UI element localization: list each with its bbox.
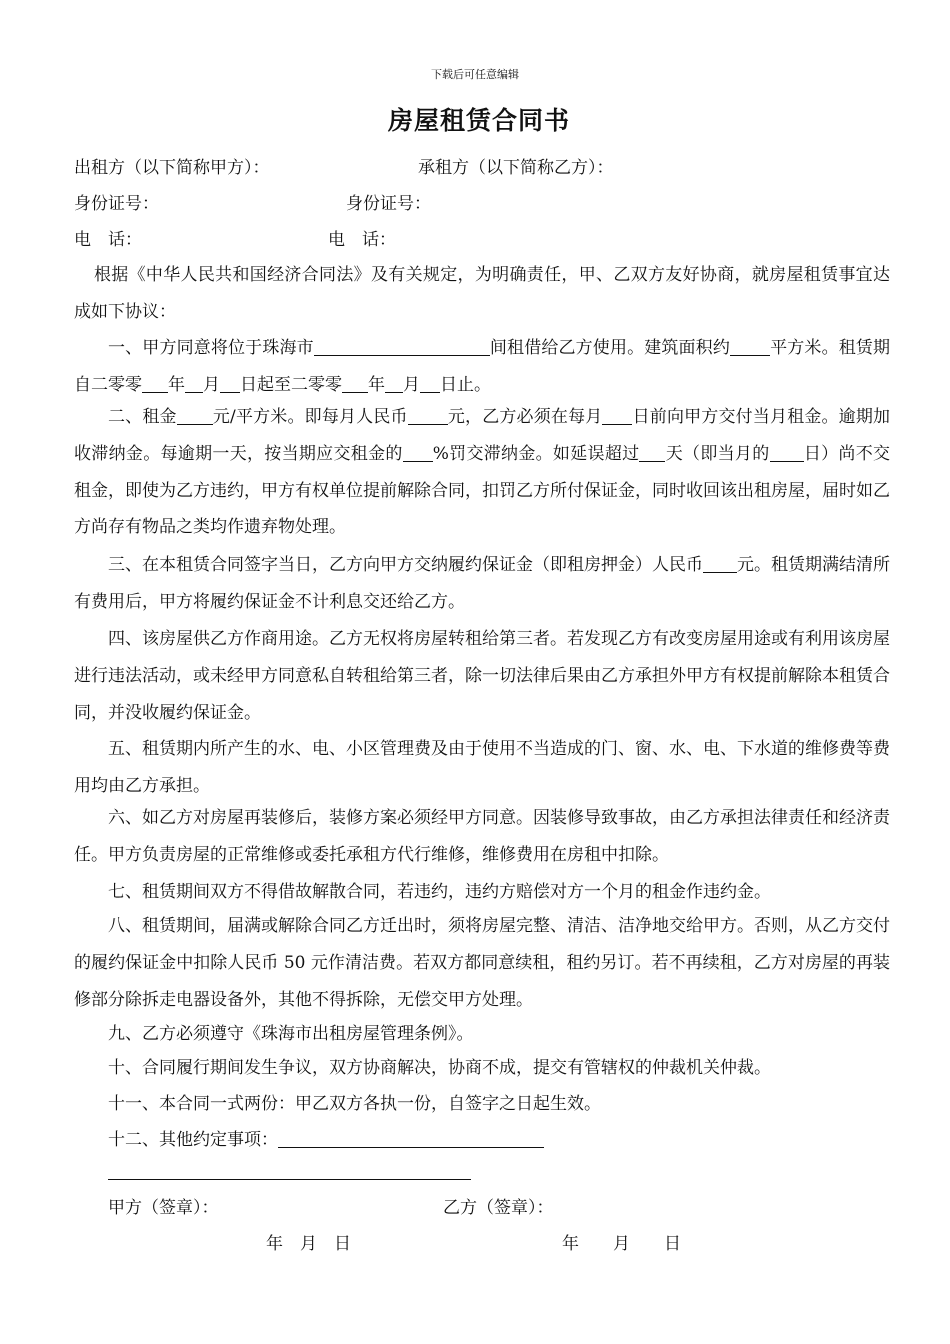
intro-paragraph bbox=[74, 257, 890, 331]
lessee-id-label: 身份证号： bbox=[346, 194, 431, 214]
clause-1-text: 年 bbox=[368, 374, 385, 395]
clause-2-text: 二、租金 bbox=[108, 407, 177, 427]
clause-11 bbox=[74, 1086, 890, 1123]
clause-2-text: 日）尚不交租金，即使为乙方违约，甲方有权单位提前解除合同，扣罚乙方所付保证金，同时收回该出租房屋，届时如乙方尚存有物品之类均作遗弃物处理。 bbox=[74, 443, 891, 538]
clause-10 bbox=[74, 1050, 890, 1087]
party-b-signature-label: 乙方（签章）： bbox=[443, 1198, 554, 1218]
clause-11-text: 十一、本合同一式两份：甲乙双方各执一份，自签字之日起生效。 bbox=[108, 1094, 601, 1114]
document-title: 房屋租赁合同书 bbox=[387, 106, 570, 135]
clause-7 bbox=[74, 874, 890, 911]
party-a-signature-label: 甲方（签章）： bbox=[108, 1198, 219, 1218]
party-b-date: 年 月 日 bbox=[562, 1234, 681, 1254]
clause-2-text: %罚交滞纳金。如延误超过 bbox=[432, 443, 640, 464]
end-year-blank bbox=[342, 375, 368, 393]
start-day-blank bbox=[220, 375, 240, 393]
start-year-blank bbox=[142, 375, 168, 393]
clause-6 bbox=[74, 800, 890, 874]
clause-2-text: 日前向甲方交付当月租金。逾期加收滞纳金。每逾期一天，按当期应交租金的 bbox=[74, 407, 891, 464]
clause-1-text: 月 bbox=[203, 374, 220, 395]
late-fee-percent-blank bbox=[403, 444, 433, 462]
clause-4-text: 四、该房屋供乙方作商用途。乙方无权将房屋转租给第三者。若发现乙方有改变房屋用途或有利用该房屋进行违法活动，或未经甲方同意私自转租给第三者，除一切法律后果由乙方承担外甲方有权提前解除本租赁合同，并没收履约保证金。 bbox=[74, 629, 890, 723]
lessee-phone-label: 电 话： bbox=[328, 230, 396, 250]
area-blank bbox=[730, 338, 770, 356]
location-blank bbox=[314, 338, 490, 356]
overdue-date-blank bbox=[770, 444, 804, 462]
clause-7-text: 七、租赁期间双方不得借故解散合同，若违约，违约方赔偿对方一个月的租金作违约金。 bbox=[108, 882, 771, 902]
clause-4 bbox=[74, 621, 890, 731]
clause-1-text: 年 bbox=[168, 374, 185, 395]
clause-5-text: 五、租赁期内所产生的水、电、小区管理费及由于使用不当造成的门、窗、水、电、下水道的维修费等费用均由乙方承担。 bbox=[74, 739, 890, 796]
clause-1-text: 日起至二零零 bbox=[240, 374, 342, 395]
clause-2-text: 天（即当月的 bbox=[665, 443, 770, 464]
clause-2-text: 元/平方米。即每月人民币 bbox=[212, 407, 408, 427]
clause-10-text: 十、合同履行期间发生争议，双方协商解决，协商不成，提交有管辖权的仲裁机关仲裁。 bbox=[108, 1058, 771, 1078]
clause-2-text: 元，乙方必须在每月 bbox=[447, 407, 603, 427]
clause-9 bbox=[74, 1016, 890, 1053]
clause-3 bbox=[74, 547, 890, 621]
lessee-label: 承租方（以下简称乙方）： bbox=[418, 158, 614, 178]
clause-5 bbox=[74, 731, 890, 805]
party-a-date: 年 月 日 bbox=[266, 1234, 351, 1254]
clause-1-text: 月 bbox=[403, 374, 420, 395]
lessor-id-label: 身份证号： bbox=[74, 194, 159, 214]
clause-12 bbox=[74, 1122, 890, 1159]
clause-8 bbox=[74, 908, 890, 1018]
other-terms-blank bbox=[278, 1130, 544, 1148]
end-month-blank bbox=[385, 375, 403, 393]
intro-text: 根据《中华人民共和国经济合同法》及有关规定，为明确责任，甲、乙双方友好协商，就房屋租赁事宜达成如下协议： bbox=[74, 265, 890, 322]
monthly-rent-blank bbox=[408, 407, 448, 425]
clause-1 bbox=[74, 330, 890, 404]
other-terms-continuation-line bbox=[108, 1179, 471, 1180]
header-note: 下载后可任意编辑 bbox=[431, 68, 519, 81]
end-day-blank bbox=[420, 375, 440, 393]
clause-3-text: 元。租赁期满结清所有费用后，甲方将履约保证金不计利息交还给乙方。 bbox=[74, 555, 890, 612]
start-month-blank bbox=[185, 375, 203, 393]
clause-1-text: 平方米。租赁期自二零零 bbox=[74, 338, 891, 395]
overdue-days-blank bbox=[639, 444, 665, 462]
clause-8-text: 八、租赁期间，届满或解除合同乙方迁出时，须将房屋完整、清洁、洁净地交给甲方。否则，从乙方交付的履约保证金中扣除人民币 50 元作清洁费。若双方都同意续租，租约另订。若不再续租，乙方对房屋的再装修部分除拆走电器设备外，其他不得拆除，无偿交甲方处理。 bbox=[74, 916, 890, 1010]
deposit-blank bbox=[703, 555, 737, 573]
clause-2 bbox=[74, 399, 890, 546]
clause-1-text: 日止。 bbox=[440, 374, 491, 395]
payment-day-blank bbox=[602, 407, 632, 425]
clause-6-text: 六、如乙方对房屋再装修后，装修方案必须经甲方同意。因装修导致事故，由乙方承担法律责任和经济责任。甲方负责房屋的正常维修或委托承租方代行维修，维修费用在房租中扣除。 bbox=[74, 808, 890, 865]
clause-12-text: 十二、其他约定事项： bbox=[108, 1130, 278, 1150]
lessor-label: 出租方（以下简称甲方）： bbox=[74, 158, 270, 178]
lessor-phone-label: 电 话： bbox=[74, 230, 142, 250]
clause-1-text: 一、甲方同意将位于珠海市 bbox=[108, 338, 314, 358]
clause-9-text: 九、乙方必须遵守《珠海市出租房屋管理条例》。 bbox=[108, 1024, 474, 1044]
clause-3-text: 三、在本租赁合同签字当日，乙方向甲方交纳履约保证金（即租房押金）人民币 bbox=[108, 555, 703, 575]
clause-1-text: 间租借给乙方使用。建筑面积约 bbox=[489, 338, 730, 358]
rent-per-sqm-blank bbox=[177, 407, 213, 425]
